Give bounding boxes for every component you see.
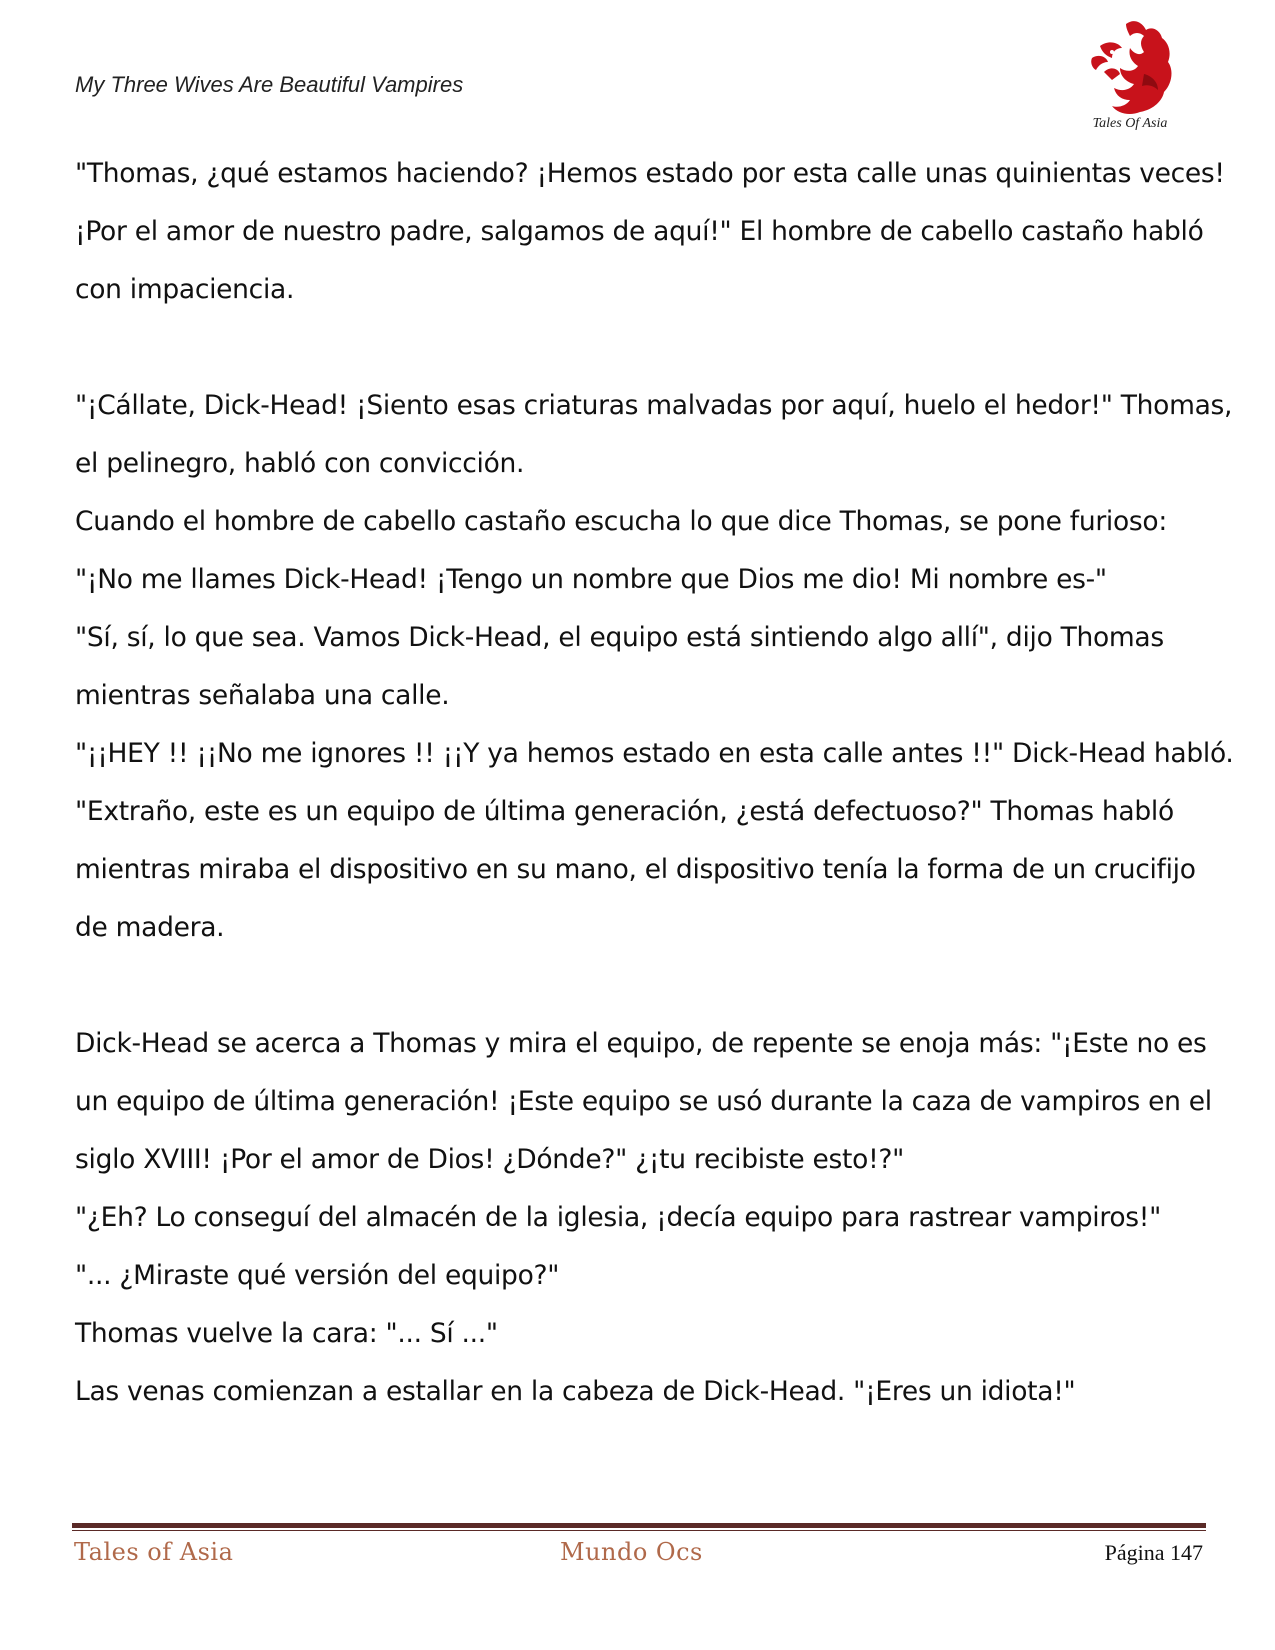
text-line: con impaciencia. (75, 274, 295, 305)
text-line: el pelinegro, habló con convicción. (75, 448, 525, 479)
text-line: un equipo de última generación! ¡Este equipo se usó durante la caza de vampiros en el (75, 1086, 1212, 1117)
paragraph-gap (75, 319, 1205, 377)
text-line: "... ¿Miraste qué versión del equipo?" (75, 1260, 560, 1291)
text-line: mientras miraba el dispositivo en su mano, el dispositivo tenía la forma de un crucifijo (75, 854, 1196, 885)
paragraph-gap (75, 957, 1205, 1015)
text-line: siglo XVIII! ¡Por el amor de Dios! ¿Dónde?" ¿¡tu recibiste esto!?" (75, 1144, 905, 1175)
logo-text: Tales Of Asia (1092, 116, 1168, 131)
text-line: mientras señalaba una calle. (75, 680, 450, 711)
text-line: "¡Cállate, Dick-Head! ¡Siento esas criaturas malvadas por aquí, huelo el hedor!" Thomas, (75, 390, 1233, 421)
footer-publisher: Tales of Asia (74, 1538, 234, 1566)
text-line: "Thomas, ¿qué estamos haciendo? ¡Hemos estado por esta calle unas quinientas veces! (75, 158, 1225, 189)
text-line: Thomas vuelve la cara: "... Sí ..." (75, 1318, 498, 1349)
text-line: Las venas comienzan a estallar en la cabeza de Dick-Head. "¡Eres un idiota!" (75, 1376, 1076, 1407)
footer-divider-thin (72, 1530, 1206, 1531)
text-line: "Sí, sí, lo que sea. Vamos Dick-Head, el equipo está sintiendo algo allí", dijo Thomas (75, 622, 1164, 653)
chapter-body (75, 145, 1234, 1421)
footer-site: Mundo Ocs (560, 1538, 703, 1566)
page-number: Página 147 (1104, 1540, 1203, 1565)
book-title: My Three Wives Are Beautiful Vampires (75, 72, 464, 97)
text-line: Cuando el hombre de cabello castaño escucha lo que dice Thomas, se pone furioso: (75, 506, 1167, 537)
text-line: "¡No me llames Dick-Head! ¡Tengo un nombre que Dios me dio! Mi nombre es-" (75, 564, 1107, 595)
footer-divider (72, 1523, 1206, 1528)
text-line: Dick-Head se acerca a Thomas y mira el equipo, de repente se enoja más: "¡Este no es (75, 1028, 1207, 1059)
text-line: "¡¡HEY !! ¡¡No me ignores !! ¡¡Y ya hemos estado en esta calle antes !!" Dick-Head habló. (75, 738, 1234, 769)
text-line: de madera. (75, 912, 225, 943)
text-line: "Extraño, este es un equipo de última generación, ¿está defectuoso?" Thomas habló (75, 796, 1174, 827)
text-line: "¿Eh? Lo conseguí del almacén de la iglesia, ¡decía equipo para rastrear vampiros!" (75, 1202, 1162, 1233)
text-line: ¡Por el amor de nuestro padre, salgamos de aquí!" El hombre de cabello castaño habló (75, 216, 1204, 247)
